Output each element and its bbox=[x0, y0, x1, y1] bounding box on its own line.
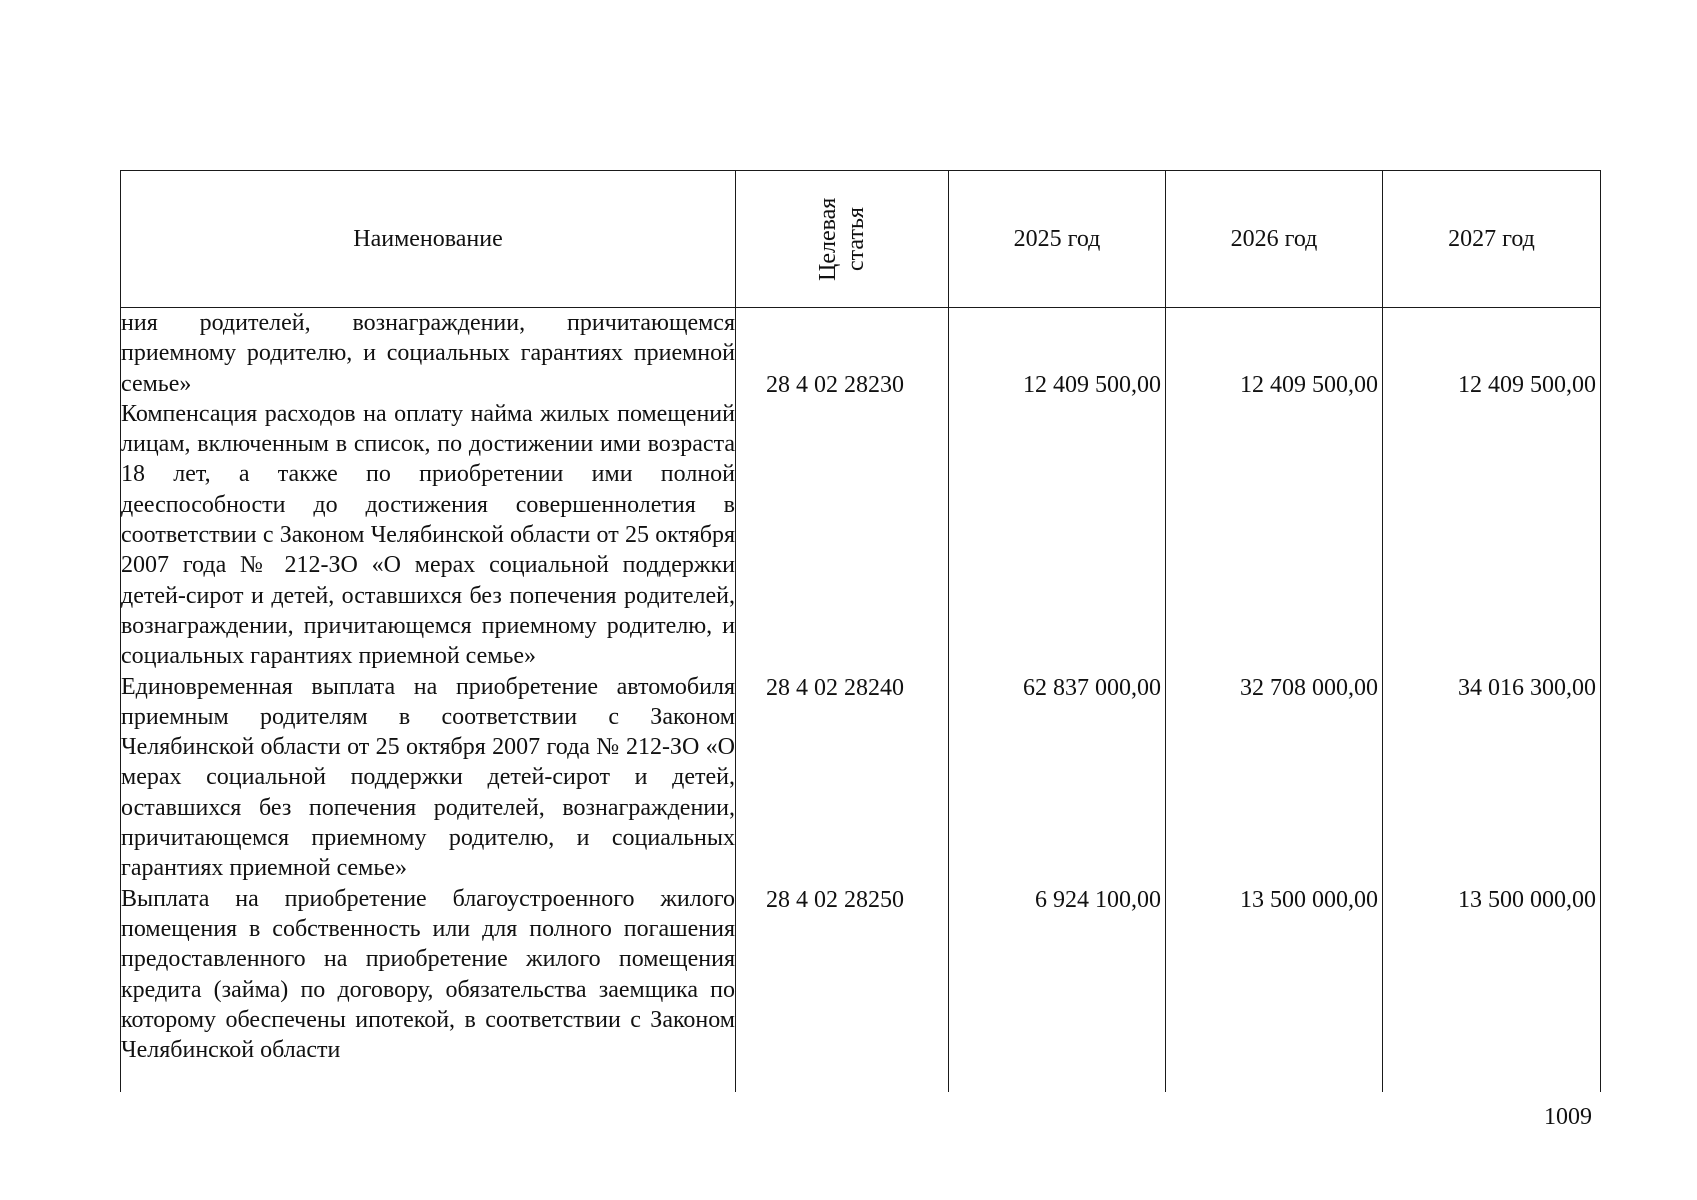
row-2025-3: 6 924 100,00 bbox=[1035, 887, 1161, 913]
row-2027-2: 34 016 300,00 bbox=[1458, 675, 1596, 701]
row-2027-1: 12 409 500,00 bbox=[1458, 372, 1596, 398]
row-2027-3: 13 500 000,00 bbox=[1458, 887, 1596, 913]
row-2025-2: 62 837 000,00 bbox=[1023, 675, 1161, 701]
header-target-article-label: Целевая статья bbox=[815, 197, 869, 281]
y2025-column bbox=[949, 308, 1166, 1093]
row-code-1: 28 4 02 28230 bbox=[766, 372, 904, 398]
row-2025-1: 12 409 500,00 bbox=[1023, 372, 1161, 398]
row-2026-2: 32 708 000,00 bbox=[1240, 675, 1378, 701]
header-target-article bbox=[736, 171, 949, 308]
row-name-1: ния родителей, вознаграждении, причитающемся приемному родителю, и социальных гарантиях приемной семье» bbox=[121, 310, 735, 397]
row-2026-3: 13 500 000,00 bbox=[1240, 887, 1378, 913]
row-name-3: Единовременная выплата на приобретение автомобиля приемным родителям в соответствии с Законом Челябинской области от 25 октября 2007 года № 212-ЗО «О мерах социальной поддержки детей-сирот и детей, оставшихся без попечения родителей, вознаграждении, причитающемся приемному родителю, и социальных гарантиях приемной семье» bbox=[121, 673, 735, 882]
header-2025: 2025 год bbox=[949, 171, 1166, 308]
row-code-3: 28 4 02 28250 bbox=[766, 887, 904, 913]
name-column bbox=[121, 308, 736, 1093]
row-2026-1: 12 409 500,00 bbox=[1240, 372, 1378, 398]
row-name-2: Компенсация расходов на оплату найма жилых помещений лицам, включенным в список, по достижении ими возраста 18 лет, а также по приобретении ими полной дееспособности до достижения совершеннолетия в соответствии с Законом Челябинской области от 25 октября 2007 года № 212-ЗО «О мерах социальной поддержки детей-сирот и детей, оставшихся без попечения родителей, вознаграждении, причитающемся приемному родителю, и социальных гарантиях приемной семье» bbox=[121, 400, 735, 670]
target-article-column bbox=[736, 308, 949, 1093]
table-header-row bbox=[121, 171, 1601, 308]
row-code-2: 28 4 02 28240 bbox=[766, 675, 904, 701]
table-body-row bbox=[121, 308, 1601, 1093]
budget-table bbox=[120, 170, 1601, 1092]
row-name-4: Выплата на приобретение благоустроенного жилого помещения в собственность или для полного погашения предоставленного на приобретение жилого помещения кредита (займа) по договору, обязательства заемщика по которому обеспечены ипотекой, в соответствии с Законом Челябинской области bbox=[121, 885, 735, 1064]
page-number: 1009 bbox=[1544, 1104, 1592, 1130]
header-2027: 2027 год bbox=[1383, 171, 1601, 308]
y2026-column bbox=[1166, 308, 1383, 1093]
header-2026: 2026 год bbox=[1166, 171, 1383, 308]
y2027-column bbox=[1383, 308, 1601, 1093]
header-name: Наименование bbox=[121, 171, 736, 308]
